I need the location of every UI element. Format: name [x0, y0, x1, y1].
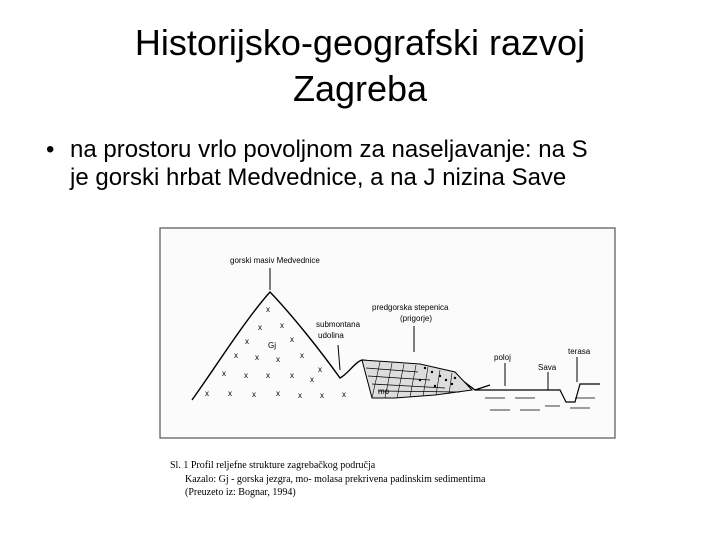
svg-text:x: x — [255, 353, 259, 362]
label-submontane-1: submontana — [316, 320, 361, 329]
caption-line-1: Sl. 1 Profil reljefne strukture zagrebačkog područja — [170, 460, 376, 471]
svg-text:x: x — [222, 369, 226, 378]
title-line-2: Zagreba — [292, 68, 428, 109]
svg-text:x: x — [245, 337, 249, 346]
svg-text:x: x — [276, 355, 280, 364]
svg-text:x: x — [320, 391, 324, 400]
svg-text:x: x — [298, 391, 302, 400]
bullet-dot: • — [46, 136, 55, 163]
label-river: Sava — [538, 363, 557, 372]
svg-text:x: x — [300, 351, 304, 360]
svg-text:x: x — [280, 321, 284, 330]
bullet-text-line-1: na prostoru vrlo povoljnom za naseljavanje: na S — [70, 136, 588, 163]
svg-text:x: x — [290, 335, 294, 344]
caption-line-3: (Preuzeto iz: Bognar, 1994) — [185, 487, 296, 498]
label-molasse: mo — [378, 387, 390, 396]
label-foothill-2: (prigorje) — [400, 314, 433, 323]
svg-text:x: x — [205, 389, 209, 398]
svg-text:x: x — [244, 371, 248, 380]
label-terrace: terasa — [568, 347, 591, 356]
svg-text:x: x — [234, 351, 238, 360]
title-line-1: Historijsko-geografski razvoj — [134, 22, 586, 63]
svg-text:x: x — [310, 375, 314, 384]
caption-line-2: Kazalo: Gj - gorska jezgra, mo- molasa prekrivena padinskim sedimentima — [185, 474, 486, 485]
svg-text:x: x — [266, 371, 270, 380]
svg-text:x: x — [290, 371, 294, 380]
svg-text:x: x — [252, 390, 256, 399]
svg-text:x: x — [258, 323, 262, 332]
svg-text:x: x — [276, 389, 280, 398]
label-core: Gj — [268, 341, 276, 350]
bullet-text-line-2: je gorski hrbat Medvednice, a na J nizina Save — [70, 164, 567, 191]
label-massif: gorski masiv Medvednice — [230, 256, 320, 265]
svg-text:x: x — [266, 305, 270, 314]
figure-frame — [160, 228, 615, 438]
label-plain: poloj — [494, 353, 511, 362]
svg-text:x: x — [318, 365, 322, 374]
svg-text:x: x — [228, 389, 232, 398]
label-foothill-1: predgorska stepenica — [372, 303, 449, 312]
label-submontane-2: udolina — [318, 331, 344, 340]
svg-text:x: x — [342, 390, 346, 399]
